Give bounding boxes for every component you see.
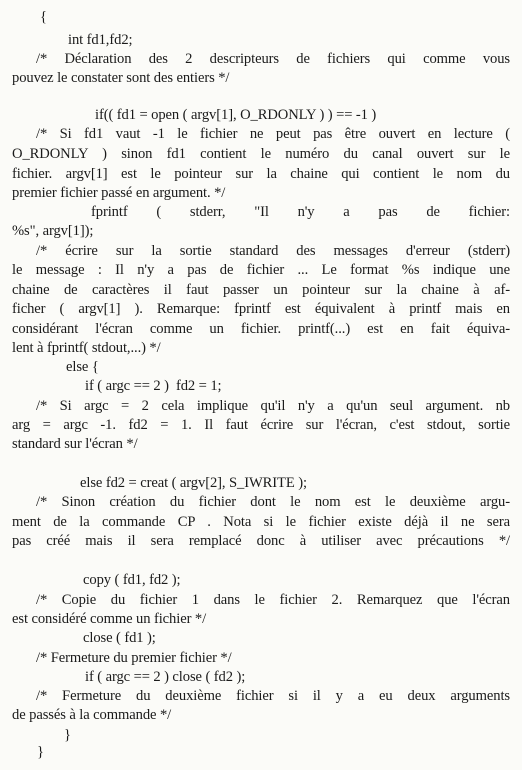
text-line-7: O_RDONLY ) sinon fd1 contient le numéro du canal ouvert sur le — [12, 146, 510, 162]
text-line-35: } — [64, 727, 71, 743]
text-line-28: /* Copie du fichier 1 dans le fichier 2. Remarquez que l'écran — [36, 592, 510, 608]
text-line-3: /* Déclaration des 2 descripteurs de fichiers qui comme vous — [36, 51, 510, 67]
text-line-34: de passés à la commande */ — [12, 707, 172, 723]
text-line-33: /* Fermeture du deuxième fichier si il y a eu deux arguments — [36, 688, 510, 704]
text-line-9: premier fichier passé en argument. */ — [12, 185, 226, 201]
text-line-11: %s", argv[1]); — [12, 223, 94, 239]
text-line-31: /* Fermeture du premier fichier */ — [36, 650, 232, 666]
text-line-8: fichier. argv[1] est le pointeur sur la chaine qui contient le nom du — [12, 166, 510, 182]
text-line-6: /* Si fd1 vaut -1 le fichier ne peut pas être ouvert en lecture ( — [36, 126, 510, 142]
text-line-10: fprintf ( stderr, "Il n'y a pas de fichier: — [91, 204, 510, 220]
text-line-4: pouvez le constater sont des entiers */ — [12, 70, 230, 86]
text-line-26: pas créé mais il sera remplacé donc à utiliser avec précautions */ — [12, 533, 510, 549]
text-line-21: arg = argc -1. fd2 = 1. Il faut écrire sur l'écran, c'est stdout, sortie — [12, 417, 510, 433]
text-line-2: int fd1,fd2; — [68, 32, 133, 48]
text-line-23: else fd2 = creat ( argv[2], S_IWRITE ); — [80, 475, 307, 491]
text-line-19: if ( argc == 2 ) fd2 = 1; — [85, 378, 222, 394]
text-line-32: if ( argc == 2 ) close ( fd2 ); — [85, 669, 246, 685]
text-line-5: if(( fd1 = open ( argv[1], O_RDONLY ) ) == -1 ) — [95, 107, 377, 123]
text-line-30: close ( fd1 ); — [83, 630, 156, 646]
text-line-27: copy ( fd1, fd2 ); — [83, 572, 181, 588]
text-line-24: /* Sinon création du fichier dont le nom est le deuxième argu- — [36, 494, 510, 510]
text-line-36: } — [37, 744, 44, 760]
text-line-1: { — [40, 9, 47, 25]
text-line-22: standard sur l'écran */ — [12, 436, 138, 452]
text-line-20: /* Si argc = 2 cela implique qu'il n'y a qu'un seul argument. nb — [36, 398, 510, 414]
text-line-25: ment de la commande CP . Nota si le fichier existe déjà il ne sera — [12, 514, 510, 530]
text-line-29: est considéré comme un fichier */ — [12, 611, 207, 627]
text-line-12: /* écrire sur la sortie standard des messages d'erreur (stderr) — [36, 243, 510, 259]
text-line-15: ficher ( argv[1] ). Remarque: fprintf est équivalent à printf mais en — [12, 301, 510, 317]
text-line-13: le message : Il n'y a pas de fichier ... Le format %s indique une — [12, 262, 510, 278]
text-line-14: chaine de caractères il faut passer un pointeur sur la chaine à af- — [12, 282, 510, 298]
text-line-17: lent à fprintf( stdout,...) */ — [12, 340, 161, 356]
text-line-16: considérant l'écran comme un fichier. printf(...) est en fait équiva- — [12, 321, 510, 337]
text-line-18: else { — [66, 359, 99, 375]
